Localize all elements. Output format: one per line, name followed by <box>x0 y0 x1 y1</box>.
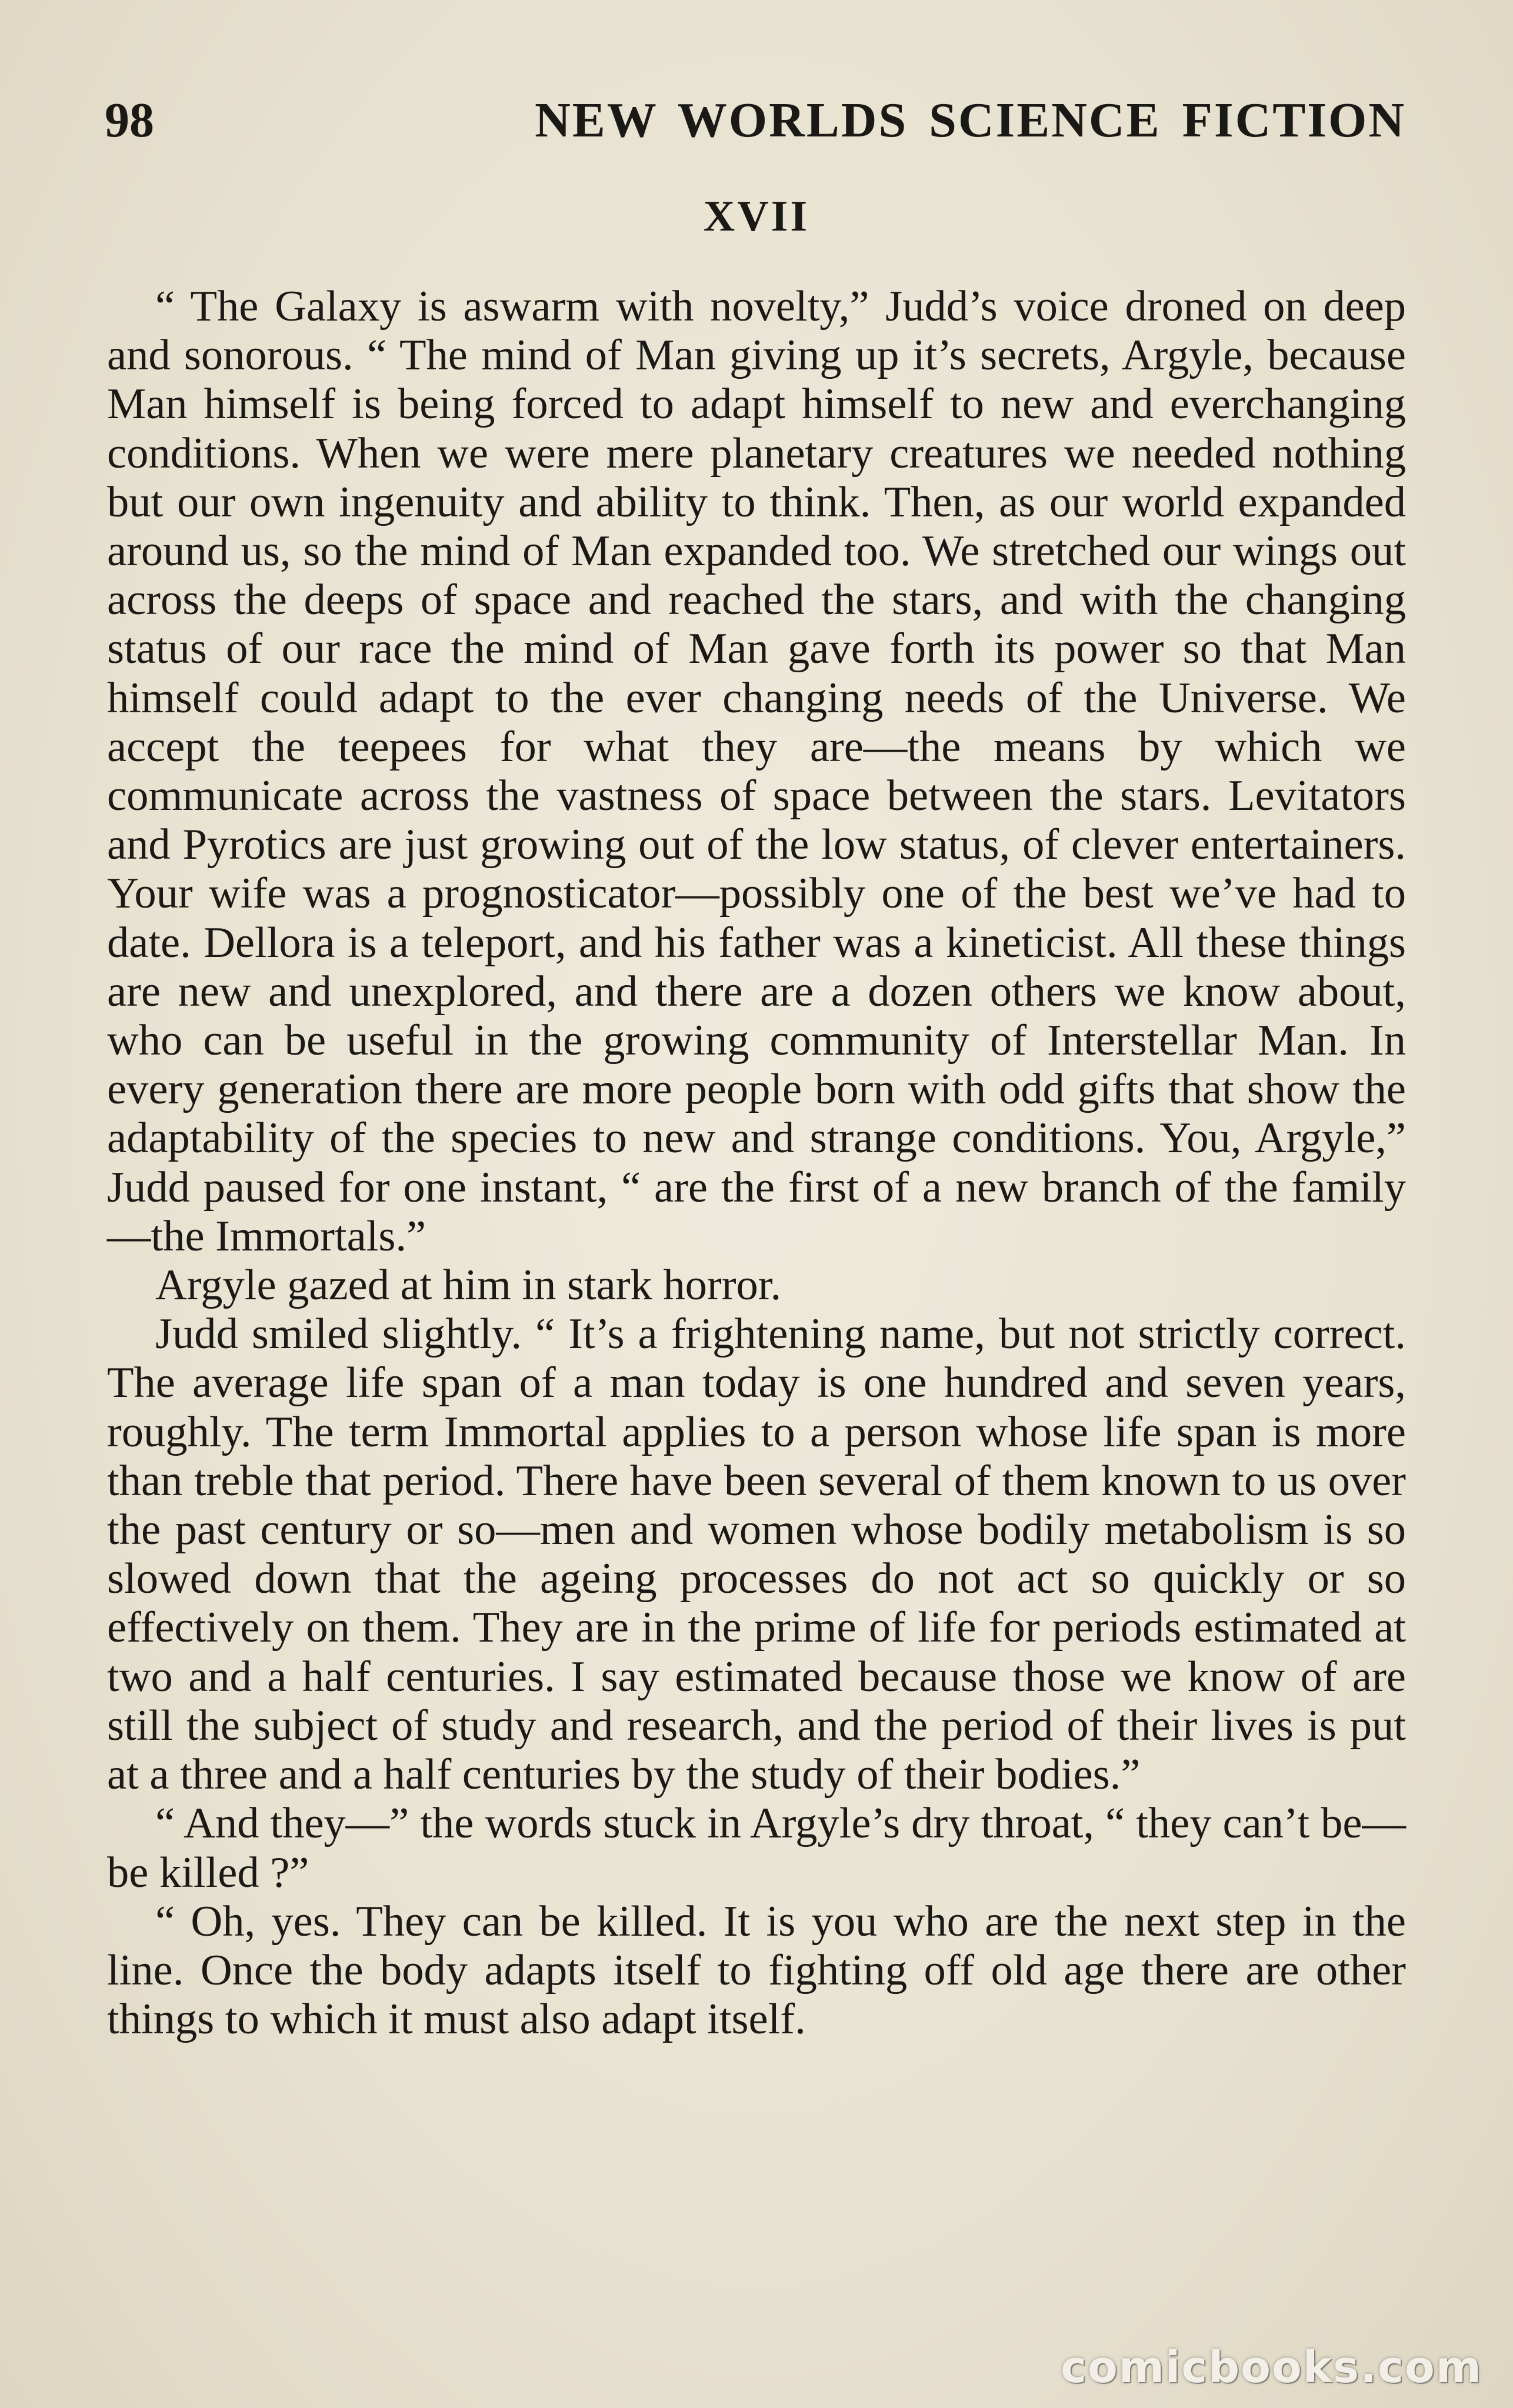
paragraph: “ The Galaxy is aswarm with novelty,” Judd’s voice droned on deep and sonorous. “ The mind of Man giving up it’s secrets, Argyle, because Man himself is being forced to adapt himself to new and everchanging conditions. When we were mere planetary creatures we needed nothing but our own ingenuity and ability to think. Then, as our world expanded around us, so the mind of Man expanded too. We stretched our wings out across the deeps of space and reached the stars, and with the changing status of our race the mind of Man gave forth its power so that Man himself could adapt to the ever changing needs of the Universe. We accept the teepees for what they are—the means by which we communicate across the vastness of space between the stars. Levitators and Pyrotics are just growing out of the low status, of clever entertainers. Your wife was a prognosticator—possibly one of the best we’ve had to date. Dellora is a teleport, and his father was a kineticist. All these things are new and unexplored, and there are a dozen others we know about, who can be useful in the growing community of Interstellar Man. In every generation there are more people born with odd gifts that show the adaptability of the species to new and strange conditions. You, Argyle,” Judd paused for one instant, “ are the first of a new branch of the family—the Immortals.” <box>107 282 1406 1260</box>
paragraph: “ And they—” the words stuck in Argyle’s dry throat, “ they can’t be—be killed ?” <box>107 1799 1406 1897</box>
paragraph: “ Oh, yes. They can be killed. It is you who are the next step in the line. Once the body adapts itself to fighting off old age there are other things to which it must also adapt itself. <box>107 1897 1406 2044</box>
paragraph: Judd smiled slightly. “ It’s a frightening name, but not strictly correct. The average life span of a man today is one hundred and seven years, roughly. The term Immortal applies to a person whose life span is more than treble that period. There have been several of them known to us over the past century or so—men and women whose bodily metabolism is so slowed down that the ageing processes do not act so quickly or so effectively on them. They are in the prime of life for periods estimated at two and a half centuries. I say estimated because those we know of are still the subject of study and research, and the period of their lives is put at a three and a half centuries by the study of their bodies.” <box>107 1310 1406 1799</box>
chapter-heading: XVII <box>703 192 810 241</box>
journal-title: NEW WORLDS SCIENCE FICTION <box>535 93 1406 148</box>
watermark: comicbooks.com <box>1061 2342 1482 2393</box>
paragraph: Argyle gazed at him in stark horror. <box>155 1261 782 1310</box>
running-head <box>105 88 1406 153</box>
body-text <box>107 282 1406 2044</box>
page-number: 98 <box>105 93 154 148</box>
